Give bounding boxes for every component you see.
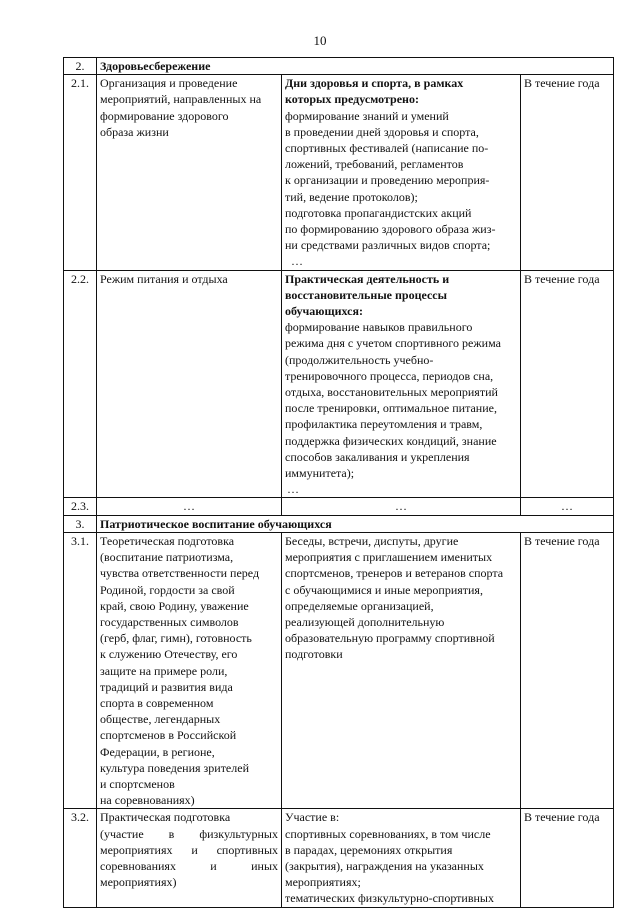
text-line: спортивных фестивалей (написание по- <box>285 141 489 156</box>
page-number: 10 <box>313 33 327 48</box>
section-title: Патриотическое воспитание обучающихся <box>97 515 614 532</box>
row-number: 3.1. <box>64 532 97 808</box>
text-line: чувства ответственности перед <box>100 566 260 581</box>
text-line: с обучающимися и иные мероприятия, <box>285 582 483 597</box>
text-line: тренировочного процесса, периодов сна, <box>285 368 494 383</box>
section-row-patriotic <box>64 515 614 532</box>
content-cell <box>282 75 521 270</box>
text-line: спортсменов в Российской <box>100 728 237 743</box>
text-line: мероприятиях) <box>100 875 177 890</box>
text-line: формирование знаний и умений <box>285 108 449 123</box>
ellipsis: … <box>97 498 282 515</box>
text-line: и спортсменов <box>100 776 175 791</box>
content-cell <box>282 532 521 808</box>
text-line: Участие в: <box>285 810 340 825</box>
term-cell: В течение года <box>521 75 614 270</box>
text-line: образа жизни <box>100 124 169 139</box>
text-line: профилактика переутомления и травм, <box>285 417 483 432</box>
ellipsis: … <box>521 498 614 515</box>
text-line: поддержка физических кондиций, знание <box>285 433 497 448</box>
text-line: режима дня с учетом спортивного режима <box>285 336 501 351</box>
text-line: Родиной, гордости за свой <box>100 582 235 597</box>
text-line: отдыха, восстановительных мероприятий <box>285 385 498 400</box>
text-line: культура поведения зрителей <box>100 760 249 775</box>
row-number: 2.3. <box>64 498 97 515</box>
text-line: соревнованиях и иных <box>100 858 278 873</box>
text-line: на соревнованиях) <box>100 793 195 808</box>
content-heading-line: Дни здоровья и спорта, в рамках <box>285 76 464 91</box>
text-line: в проведении дней здоровья и спорта, <box>285 124 479 139</box>
text-line: обществе, легендарных <box>100 712 221 727</box>
section-number: 2. <box>64 58 97 75</box>
text-line: (участие в физкультурных <box>100 826 278 841</box>
text-line: традиций и развития вида <box>100 679 233 694</box>
text-line: край, свою Родину, уважение <box>100 598 249 613</box>
text-line: подготовка пропагандистских акций <box>285 205 472 220</box>
ellipsis: … <box>291 254 303 269</box>
ellipsis: … <box>282 498 521 515</box>
section-number: 3. <box>64 515 97 532</box>
content-heading-line: восстановительные процессы <box>285 287 448 302</box>
text-line: подготовки <box>285 647 343 662</box>
text-line: Теоретическая подготовка <box>100 533 235 548</box>
text-line: ложений, требований, регламентов <box>285 157 464 172</box>
text-line: государственных символов <box>100 614 239 629</box>
text-line: по формированию здорового образа жиз- <box>285 222 496 237</box>
text-line: Режим питания и отдыха <box>100 271 228 286</box>
text-line: спортивных соревнованиях, в том числе <box>285 826 491 841</box>
text-line: мероприятиях и спортивных <box>100 842 278 857</box>
row-number: 2.2. <box>64 270 97 498</box>
text-line: определяемые организацией, <box>285 598 434 613</box>
content-heading-line: обучающихся: <box>285 304 363 319</box>
text-line: спортсменов, тренеров и ветеранов спорта <box>285 566 504 581</box>
text-line: мероприятиях; <box>285 875 361 890</box>
text-line: мероприятий, направленных на <box>100 92 262 107</box>
term-cell: В течение года <box>521 532 614 808</box>
activity-cell <box>97 270 282 498</box>
term-cell: В течение года <box>521 809 614 907</box>
text-line: защите на примере роли, <box>100 663 228 678</box>
row-number: 3.2. <box>64 809 97 907</box>
text-line: ни средствами различных видов спорта; <box>285 238 491 253</box>
section-row-health <box>64 58 614 75</box>
text-line: (герб, флаг, гимн), готовность <box>100 631 252 646</box>
text-line: тематических физкультурно-спортивных <box>285 891 494 906</box>
text-line: (закрытия), награждения на указанных <box>285 858 484 873</box>
text-line: реализующей дополнительную <box>285 614 445 629</box>
table-row <box>64 532 614 808</box>
table-row <box>64 75 614 270</box>
text-line: к организации и проведению мероприя- <box>285 173 490 188</box>
text-line: к служению Отечеству, его <box>100 647 238 662</box>
term-cell: В течение года <box>521 270 614 498</box>
text-line: (воспитание патриотизма, <box>100 550 234 565</box>
row-number: 2.1. <box>64 75 97 270</box>
text-line: в парадах, церемониях открытия <box>285 842 453 857</box>
text-line: формирование навыков правильного <box>285 320 473 335</box>
text-line: тий, ведение протоколов); <box>285 189 418 204</box>
text-line: мероприятия с приглашением именитых <box>285 550 493 565</box>
section-title: Здоровьесбережение <box>97 58 614 75</box>
ellipsis: … <box>287 482 299 497</box>
text-line: Беседы, встречи, диспуты, другие <box>285 533 459 548</box>
text-line: иммунитета); <box>285 466 355 481</box>
text-line: (продолжительность учебно- <box>285 352 434 367</box>
text-line: Практическая подготовка <box>100 810 231 825</box>
activity-cell <box>97 809 282 907</box>
text-line: способов закаливания и укрепления <box>285 449 470 464</box>
text-line: Федерации, в регионе, <box>100 744 215 759</box>
text-line: формирование здорового <box>100 108 229 123</box>
content-cell <box>282 809 521 907</box>
activity-cell <box>97 532 282 808</box>
plan-table <box>63 57 614 908</box>
text-line: образовательную программу спортивной <box>285 631 495 646</box>
text-line: спорта в современном <box>100 695 214 710</box>
activity-cell <box>97 75 282 270</box>
table-row <box>64 270 614 498</box>
content-cell <box>282 270 521 498</box>
table-row <box>64 498 614 515</box>
content-heading-line: Практическая деятельность и <box>285 271 450 286</box>
text-line: Организация и проведение <box>100 76 238 91</box>
table-row <box>64 809 614 907</box>
content-heading-line: которых предусмотрено: <box>285 92 419 107</box>
text-line: после тренировки, оптимальное питание, <box>285 401 497 416</box>
